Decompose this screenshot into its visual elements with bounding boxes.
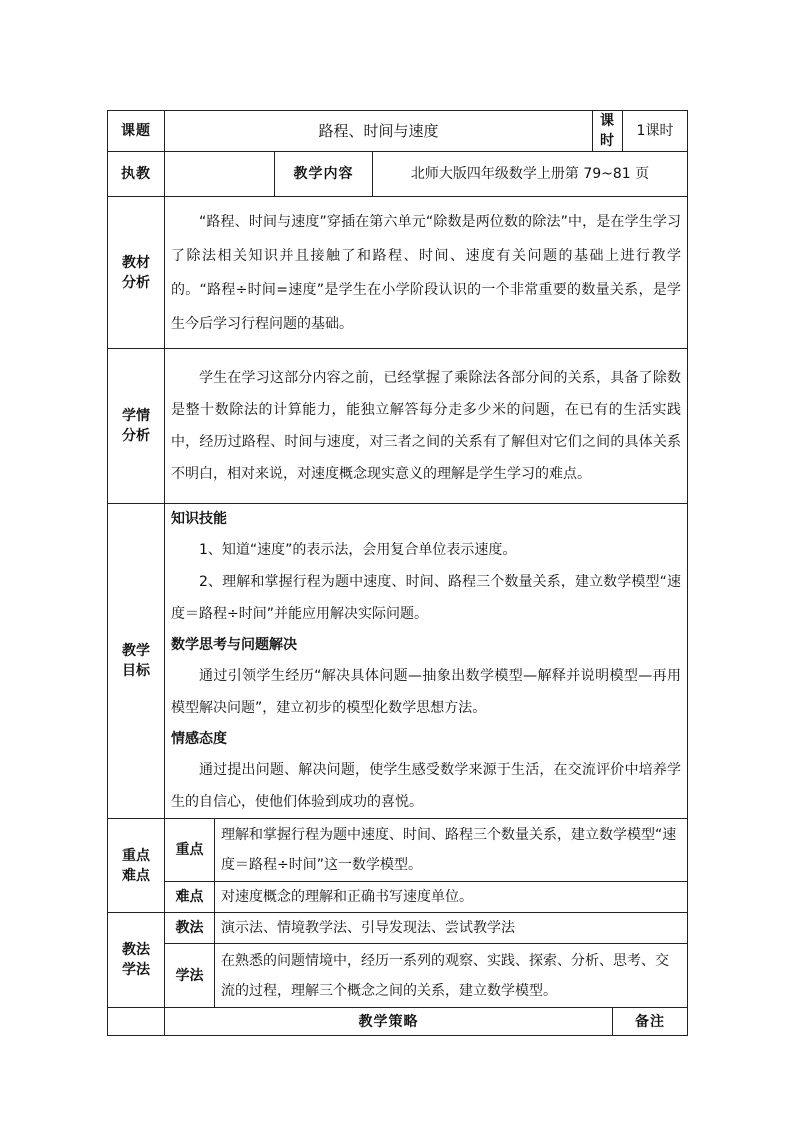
difficult-point-text: 对速度概念的理解和正确书写速度单位。	[221, 889, 473, 905]
learn-method-cell	[215, 944, 688, 1008]
knowledge-title: 知识技能	[171, 511, 227, 527]
teach-method-text: 演示法、情境教学法、引导发现法、尝试教学法	[221, 920, 515, 936]
students-text: 学生在学习这部分内容之前，已经掌握了乘除法各部分间的关系，具备了除数是整十数除法的计算能力，能独立解答每分走多少米的问题，在已有的生活实践中，经历过路程、时间与速度，对三者之间的关系有了解但对它们之间的具体关系不明白，相对来说，对速度概念现实意义的理解是学生学习的难点。	[171, 370, 682, 482]
teach-method-cell	[215, 913, 688, 944]
teacher-value	[165, 152, 275, 197]
goals-label-line-2: 目标	[122, 663, 150, 679]
students-label-line-2: 分析	[122, 428, 150, 444]
teach-method-row	[108, 913, 688, 944]
key-point-text: 理解和掌握行程为题中速度、时间、路程三个数量关系，建立数学模型“速度＝路程÷时间”这一数学模型。	[221, 827, 677, 873]
material-text: “路程、时间与速度”穿插在第六单元“除数是两位数的除法”中，是在学生学习了除法相关知识并且接触了和路程、时间、速度有关问题的基础上进行教学的。“路程÷时间=速度”是学生在小学阶段认识的一个非常重要的数量关系，是学生今后学习行程问题的基础。	[171, 213, 682, 332]
key-points-label-line-1: 重点	[122, 847, 150, 864]
knowledge-item-1: 1、知道“速度”的表示法，会用复合单位表示速度。	[199, 542, 517, 558]
period-label: 课时	[593, 111, 623, 152]
notes-label: 备注	[613, 1008, 688, 1036]
material-cell	[165, 197, 688, 349]
methods-label-line-1: 教法	[122, 942, 150, 958]
key-point-label: 重点	[165, 819, 215, 882]
key-points-label-line-2: 难点	[122, 867, 150, 884]
learn-method-label: 学法	[165, 944, 215, 1008]
learn-method-row	[108, 944, 688, 1008]
methods-label	[108, 913, 165, 1008]
key-point-row	[108, 819, 688, 882]
material-label-line-2: 分析	[122, 274, 150, 291]
goals-label-line-1: 教学	[122, 643, 150, 659]
period-value: 1课时	[623, 111, 688, 152]
difficult-point-label: 难点	[165, 882, 215, 913]
students-row	[108, 349, 688, 504]
topic-value: 路程、时间与速度	[165, 111, 593, 152]
topic-label: 课题	[108, 111, 165, 152]
lesson-plan-table	[107, 110, 688, 1036]
teacher-row	[108, 152, 688, 197]
material-label-line-1: 教材	[122, 254, 150, 271]
material-label	[108, 197, 165, 349]
thinking-text: 通过引领学生经历“解决具体问题—抽象出数学模型—解释并说明模型—再用模型解决问题”，建立初步的模型化数学思想方法。	[171, 668, 682, 716]
content-value: 北师大版四年级数学上册第 79~81 页	[373, 152, 688, 197]
key-point-cell	[215, 819, 688, 882]
students-label-line-1: 学情	[122, 408, 150, 424]
goals-label	[108, 504, 165, 819]
students-cell	[165, 349, 688, 504]
students-label	[108, 349, 165, 504]
content-label: 教学内容	[275, 152, 373, 197]
key-points-label	[108, 819, 165, 913]
emotion-text: 通过提出问题、解决问题，使学生感受数学来源于生活，在交流评价中培养学生的自信心，使他们体验到成功的喜悦。	[171, 762, 682, 810]
methods-label-line-2: 学法	[122, 962, 150, 978]
teach-method-label: 教法	[165, 913, 215, 944]
strategy-blank-cell	[108, 1008, 165, 1036]
emotion-title: 情感态度	[171, 731, 227, 747]
goals-row	[108, 504, 688, 819]
difficult-point-row	[108, 882, 688, 913]
teacher-label: 执教	[108, 152, 165, 197]
thinking-title: 数学思考与问题解决	[171, 637, 297, 653]
topic-row	[108, 111, 688, 152]
strategy-label: 教学策略	[165, 1008, 613, 1036]
material-row	[108, 197, 688, 349]
difficult-point-cell	[215, 882, 688, 913]
strategy-row	[108, 1008, 688, 1036]
knowledge-item-2: 2、理解和掌握行程为题中速度、时间、路程三个数量关系，建立数学模型“速度＝路程÷时间”并能应用解决实际问题。	[171, 574, 682, 622]
goals-cell	[165, 504, 688, 819]
learn-method-text: 在熟悉的问题情境中，经历一系列的观察、实践、探索、分析、思考、交流的过程，理解三个概念之间的关系，建立数学模型。	[221, 952, 669, 999]
